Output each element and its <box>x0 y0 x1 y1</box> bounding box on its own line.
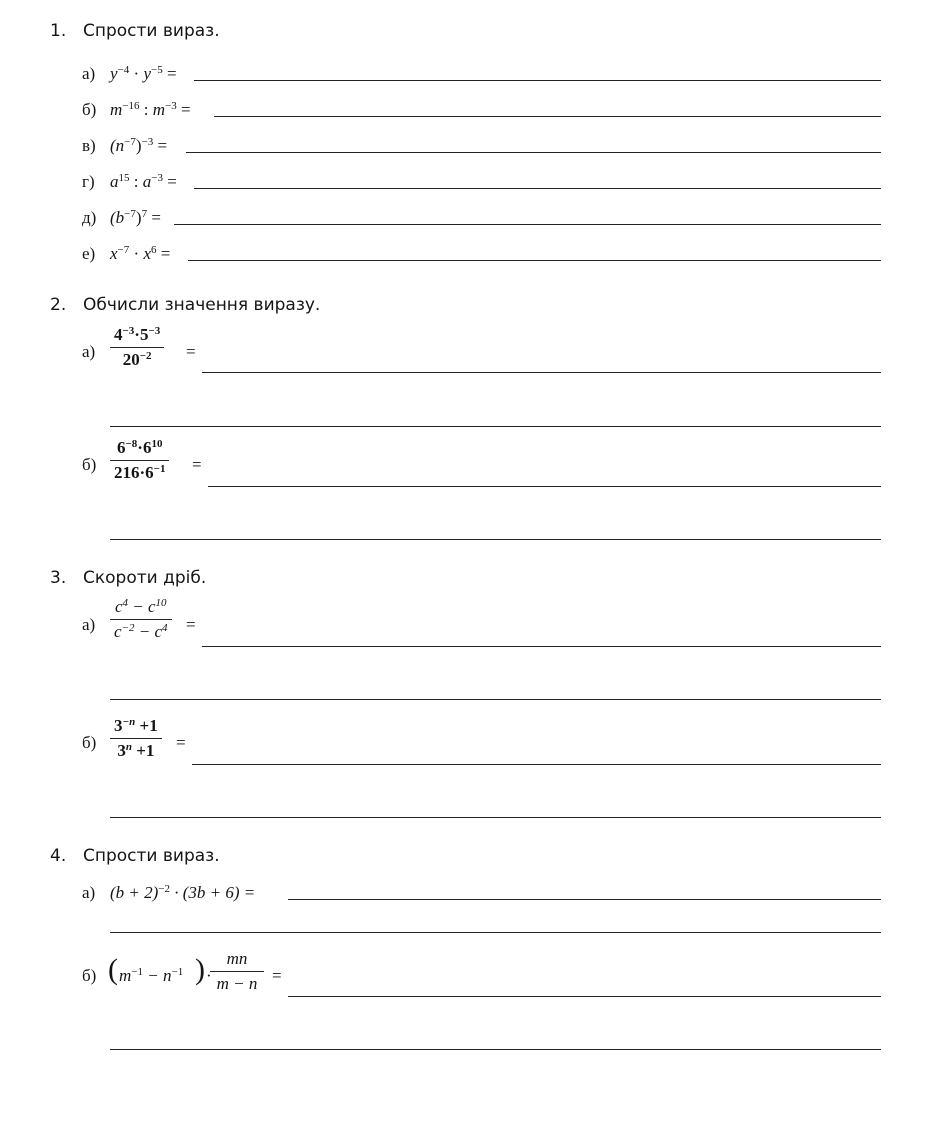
task3-item-b-answer-line[interactable] <box>192 764 881 765</box>
task2-item-b-label: б) <box>82 455 97 474</box>
task4-item-b-equals: = <box>272 966 282 985</box>
task1-item-c-answer-line[interactable] <box>186 152 881 153</box>
task1-number: 1. <box>50 21 67 41</box>
task1-item-c-label: в) <box>82 136 96 155</box>
task2-number: 2. <box>50 295 67 315</box>
task4-item-b-right-paren: ) <box>195 953 205 986</box>
task1-item-f-answer-line[interactable] <box>188 260 881 261</box>
fraction-numerator: mn <box>226 949 248 968</box>
task1-item-d-answer-line[interactable] <box>194 188 881 189</box>
fraction-denominator: m − n <box>210 971 264 994</box>
task4-number: 4. <box>50 846 67 866</box>
task3-item-b-fraction <box>110 716 162 761</box>
task1-item-e-answer-line[interactable] <box>174 224 881 225</box>
task1-item-b-expression: $m^{-16}$ : $m^{-3}$ = <box>110 99 191 119</box>
task1-item-a-label: а) <box>82 64 96 83</box>
task1-item-c-expression: $(n^{-7})^{-3}$ = <box>110 135 168 155</box>
task3-item-b-answer-line-2[interactable] <box>110 817 881 818</box>
task2-item-b-fraction <box>110 438 169 483</box>
task1-item-a-answer-line[interactable] <box>194 80 881 81</box>
task1-item-f-expression: $x^{-7} \cdot x^6$ = <box>110 243 171 263</box>
task2-item-b-answer-line[interactable] <box>208 486 881 487</box>
task4-item-b-inner: $m^{-1} - n^{-1}$ <box>119 965 184 985</box>
task1-item-b-label: б) <box>82 100 97 119</box>
task4-item-a-answer-line[interactable] <box>288 899 881 900</box>
task4-item-b-fraction <box>210 949 264 994</box>
task3-item-a-answer-line[interactable] <box>202 646 881 647</box>
task3-item-a-equals: = <box>186 615 196 634</box>
task4-item-a-label: а) <box>82 883 96 902</box>
fraction-denominator: $20^{-2}$ <box>110 347 164 370</box>
task3-number: 3. <box>50 568 67 588</box>
task3-item-b-label: б) <box>82 733 97 752</box>
task1-item-b-answer-line[interactable] <box>214 116 881 117</box>
task3-item-b-equals: = <box>176 733 186 752</box>
task2-item-a-equals: = <box>186 342 196 361</box>
task4-item-b-answer-line[interactable] <box>288 996 881 997</box>
task4-item-a-expression: $(b + 2)^{-2} \cdot (3b + 6)$ = <box>110 882 256 902</box>
task2-item-a-answer-line[interactable] <box>202 372 881 373</box>
task3-item-a-answer-line-2[interactable] <box>110 699 881 700</box>
task2-item-a-answer-line-2[interactable] <box>110 426 881 427</box>
task4-item-b-label: б) <box>82 966 97 985</box>
fraction-numerator: $4^{-3}\cdot 5^{-3}$ <box>114 324 161 344</box>
task4-item-b-answer-line-2[interactable] <box>110 1049 881 1050</box>
fraction-denominator: $3^n +1$ <box>110 738 162 761</box>
fraction-numerator: $c^4 - c^{10}$ <box>114 596 167 616</box>
task4-item-a-answer-line-2[interactable] <box>110 932 881 933</box>
fraction-numerator: $6^{-8}\cdot 6^{10}$ <box>117 437 163 457</box>
fraction-numerator: $3^{-n} +1$ <box>114 715 158 735</box>
task3-title: Скороти дріб. <box>83 568 207 588</box>
fraction-denominator: $216\cdot 6^{-1}$ <box>110 460 169 483</box>
fraction-denominator: $c^{-2} - c^4$ <box>110 619 172 642</box>
task1-item-e-expression: $(b^{-7})^7$ = <box>110 207 161 227</box>
task1-item-a-expression: $y^{-4} \cdot y^{-5}$ = <box>110 63 177 83</box>
task2-title: Обчисли значення виразу. <box>83 295 321 315</box>
task1-item-e-label: д) <box>82 208 97 227</box>
task1-item-d-label: г) <box>82 172 95 191</box>
task2-item-a-label: а) <box>82 342 96 361</box>
task2-item-a-fraction <box>110 325 164 370</box>
task1-item-d-expression: $a^{15}$ : $a^{-3}$ = <box>110 171 177 191</box>
task2-item-b-equals: = <box>192 455 202 474</box>
task4-item-b-left-paren: ( <box>108 953 118 986</box>
task1-title: Спрости вираз. <box>83 21 220 41</box>
task3-item-a-fraction <box>110 597 172 642</box>
task4-item-b-dot: · <box>206 966 212 985</box>
task4-title: Спрости вираз. <box>83 846 220 866</box>
task1-item-f-label: е) <box>82 244 96 263</box>
task2-item-b-answer-line-2[interactable] <box>110 539 881 540</box>
task3-item-a-label: а) <box>82 615 96 634</box>
